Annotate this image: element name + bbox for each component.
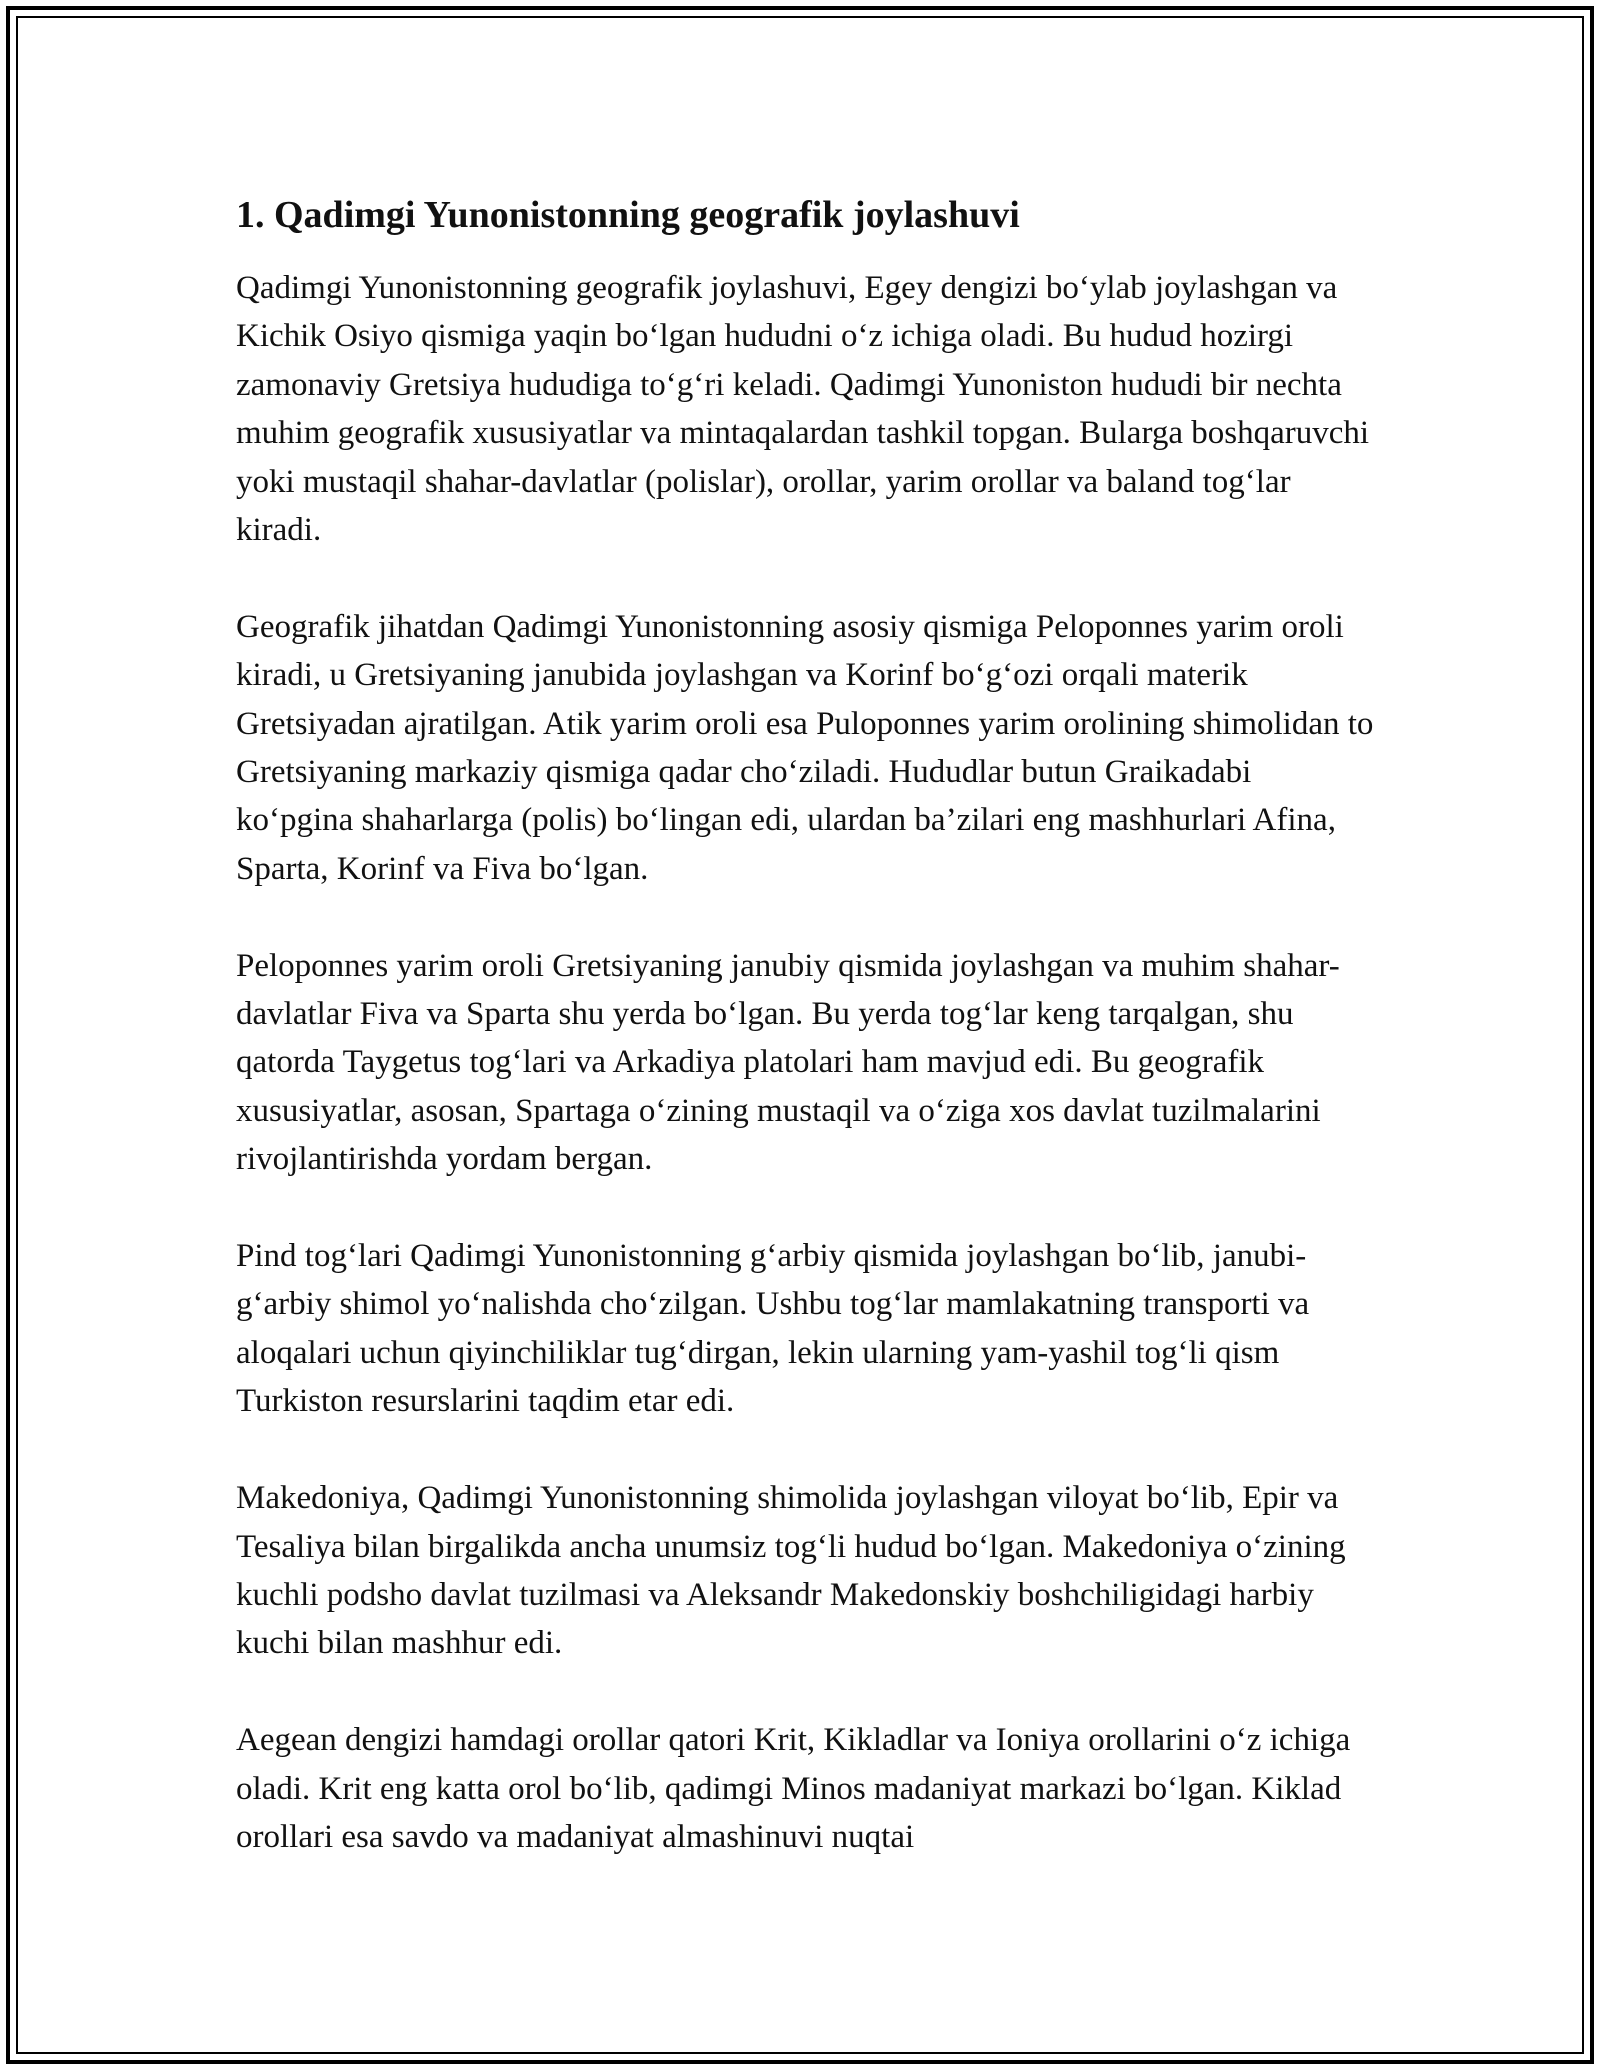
document-page bbox=[236, 188, 1374, 1910]
section-heading: 1. Qadimgi Yunonistonning geografik joylashuvi bbox=[236, 194, 1020, 236]
paragraph-2: Geografik jihatdan Qadimgi Yunonistonning asosiy qismiga Peloponnes yarim oroli kiradi, u Gretsiyaning janubida joylashgan va Korinf bo‘g‘ozi orqali materik Gretsiyadan ajratilgan. Atik yarim oroli esa Puloponnes yarim orolining shimolidan to Gretsiyaning markaziy qismiga qadar cho‘ziladi. Hududlar butun Graikadabi ko‘pgina shaharlarga (polis) bo‘lingan edi, ulardan ba’zilari eng mashhurlari Afina, Sparta, Korinf va Fiva bo‘lgan. bbox=[236, 608, 1374, 887]
paragraph-1: Qadimgi Yunonistonning geografik joylashuvi, Egey dengizi bo‘ylab joylashgan va Kichik Osiyo qismiga yaqin bo‘lgan hududni o‘z ichiga oladi. Bu hudud hozirgi zamonaviy Gretsiya hududiga to‘g‘ri keladi. Qadimgi Yunoniston hududi bir nechta muhim geografik xususiyatlar va mintaqalardan tashkil topgan. Bularga boshqaruvchi yoki mustaqil shahar-davlatlar (polislar), orollar, yarim orollar va baland tog‘lar kiradi. bbox=[236, 270, 1370, 549]
paragraph-6: Aegean dengizi hamdagi orollar qatori Krit, Kikladlar va Ioniya orollarini o‘z ichiga oladi. Krit eng katta orol bo‘lib, qadimgi Minos madaniyat markazi bo‘lgan. Kiklad orollari esa savdo va madaniyat almashinuvi nuqtai bbox=[236, 1722, 1351, 1855]
paragraph-5: Makedoniya, Qadimgi Yunonistonning shimolida joylashgan viloyat bo‘lib, Epir va Tesaliya bilan birgalikda ancha unumsiz tog‘li hudud bo‘lgan. Makedoniya o‘zining kuchli podsho davlat tuzilmasi va Aleksandr Makedonskiy boshchiligidagi harbiy kuchi bilan mashhur edi. bbox=[236, 1480, 1346, 1662]
paragraph-4: Pind tog‘lari Qadimgi Yunonistonning g‘arbiy qismida joylashgan bo‘lib, janubi-g‘arbiy shimol yo‘nalishda cho‘zilgan. Ushbu tog‘lar mamlakatning transporti va aloqalari uchun qiyinchiliklar tug‘dirgan, lekin ularning yam-yashil tog‘li qism Turkiston resurslarini taqdim etar edi. bbox=[236, 1238, 1310, 1420]
paragraph-3: Peloponnes yarim oroli Gretsiyaning janubiy qismida joylashgan va muhim shahar-davlatlar Fiva va Sparta shu yerda bo‘lgan. Bu yerda tog‘lar keng tarqalgan, shu qatorda Taygetus tog‘lari va Arkadiya platolari ham mavjud edi. Bu geografik xususiyatlar, asosan, Spartaga o‘zining mustaqil va o‘ziga xos davlat tuzilmalarini rivojlantirishda yordam bergan. bbox=[236, 947, 1340, 1178]
